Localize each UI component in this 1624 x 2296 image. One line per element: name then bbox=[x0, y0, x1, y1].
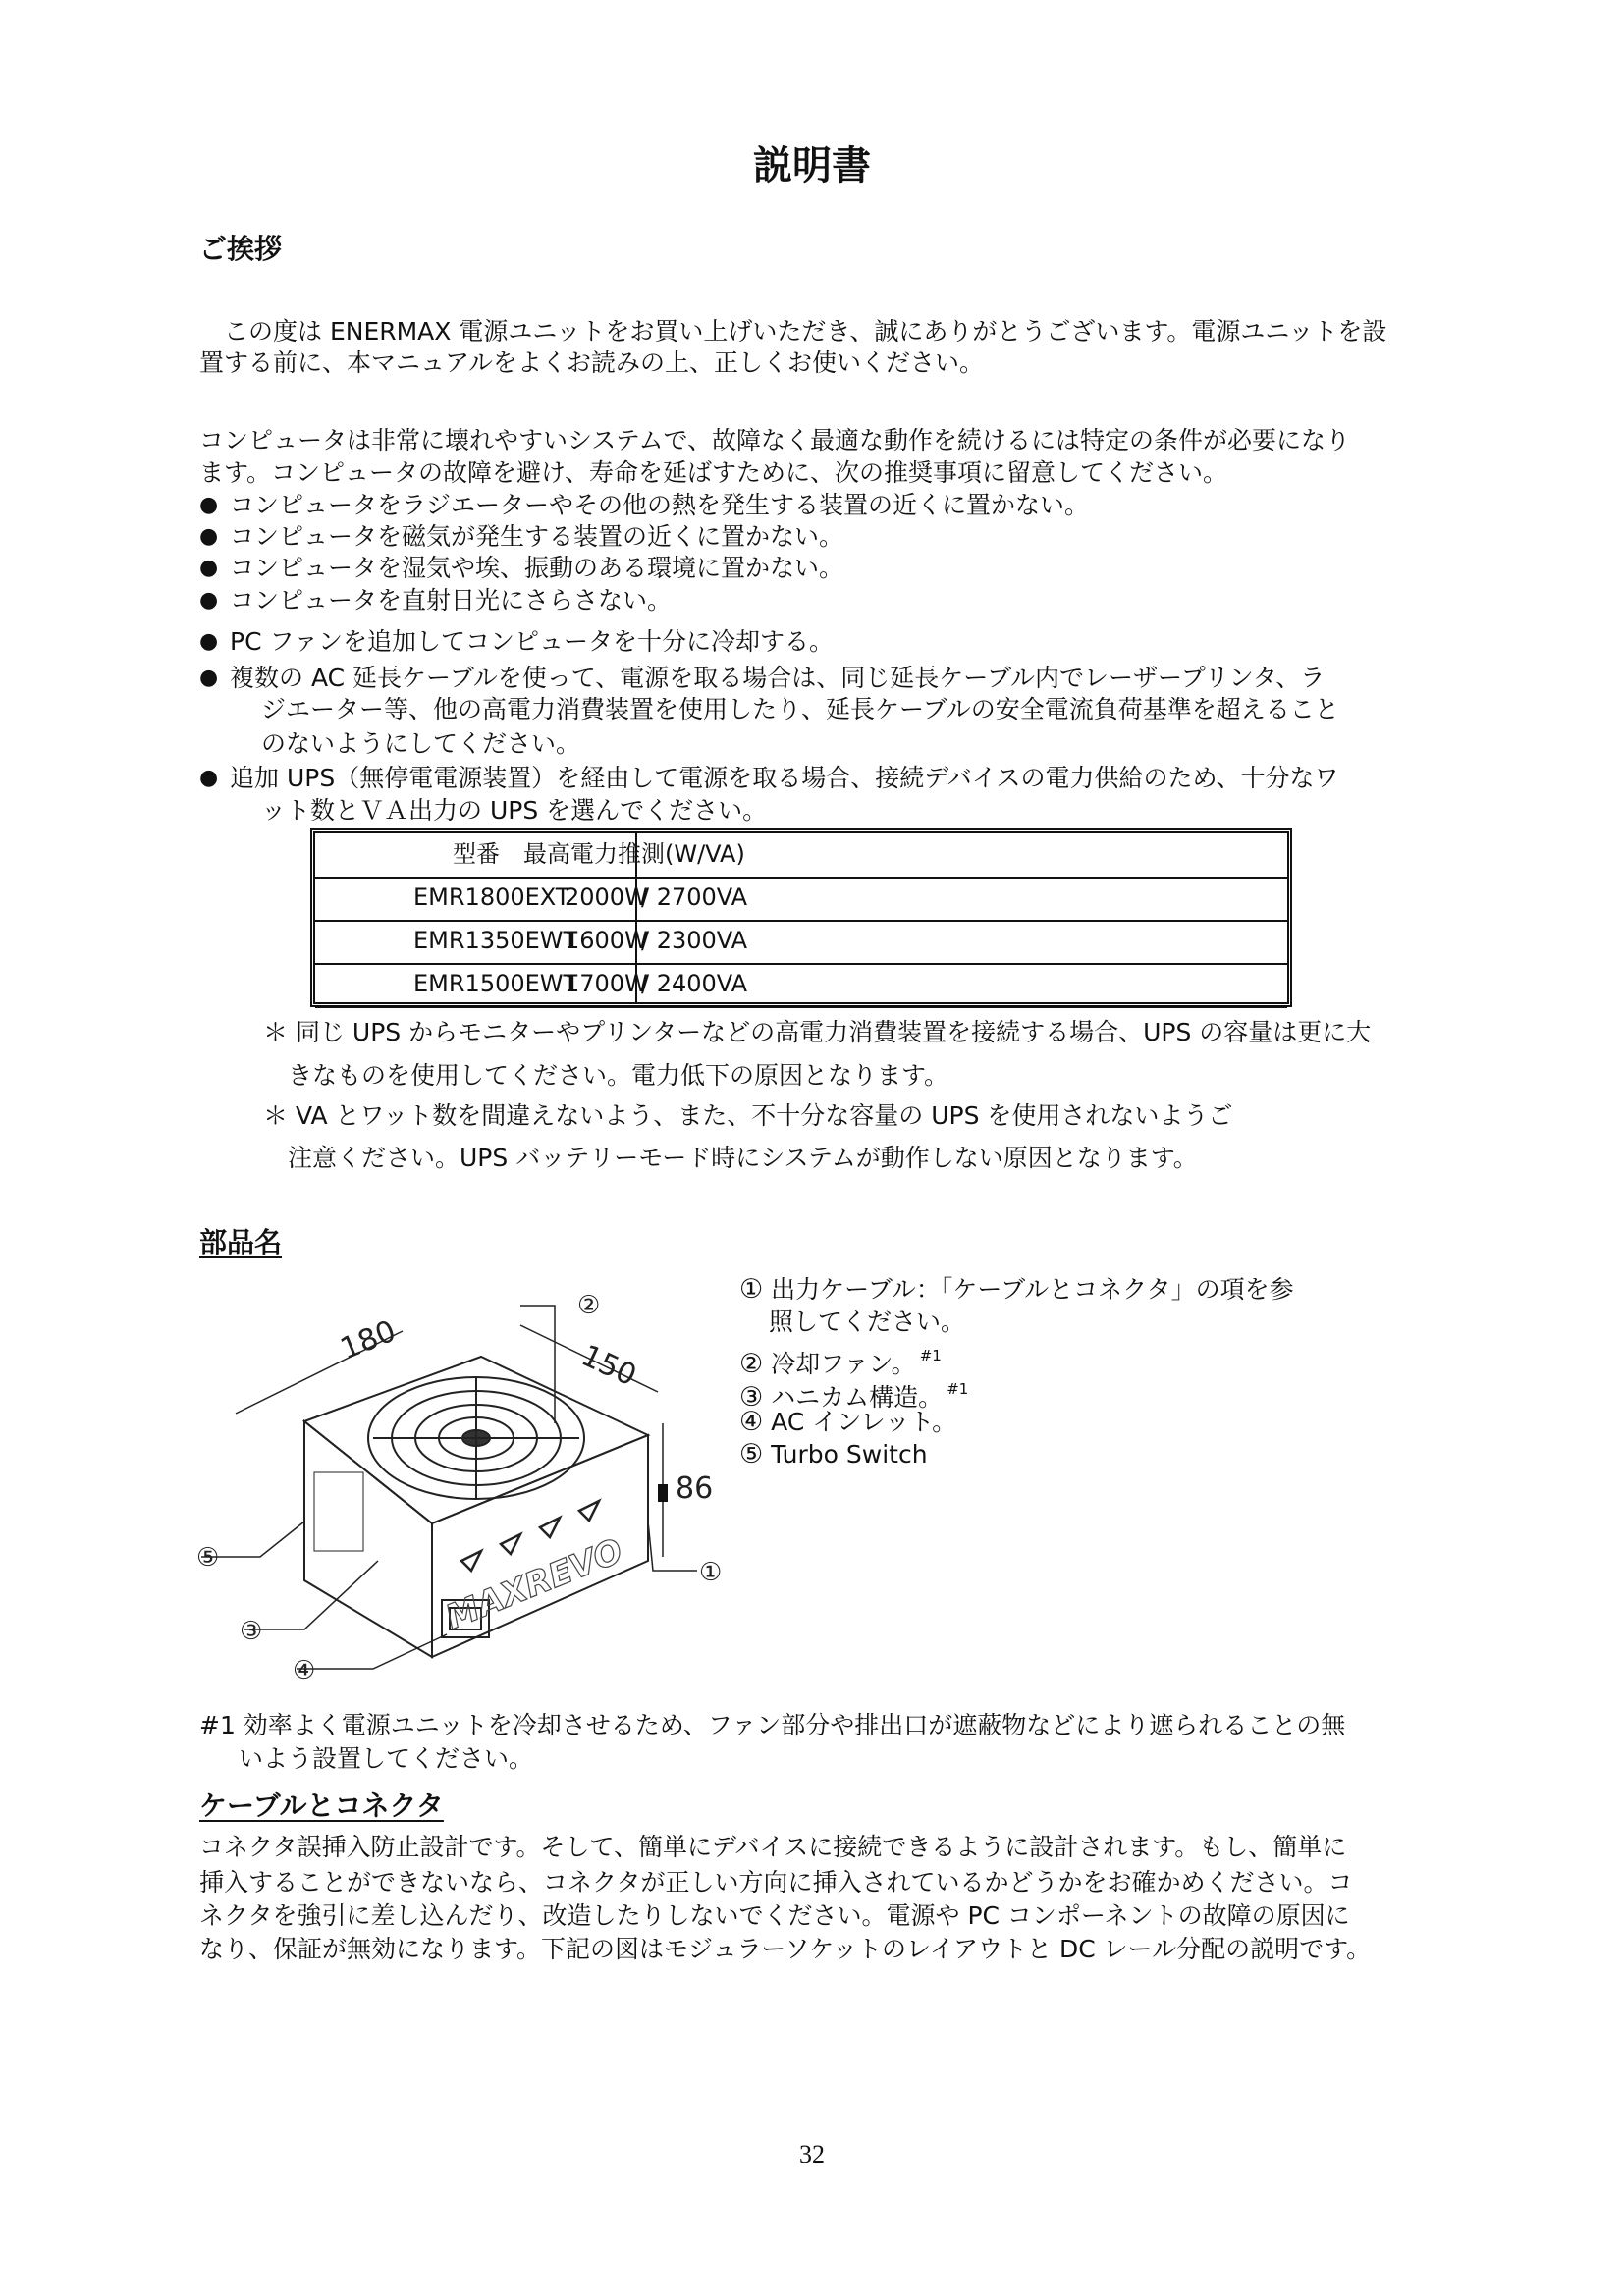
table-row bbox=[315, 920, 1287, 965]
part-number: ② bbox=[739, 1349, 764, 1379]
bullet-7-line2: ット数とＶＡ出力の UPS を選んでください。 bbox=[261, 796, 768, 825]
bullet-icon: ● bbox=[199, 556, 219, 580]
part-item-1 bbox=[739, 1274, 1294, 1305]
table-header: 型番 最高電力推測(W/VA) bbox=[453, 840, 745, 868]
greeting-para2-line1: コンピュータは非常に壊れやすいシステムで、故障なく最適な動作を続けるには特定の条件が必要になり bbox=[199, 426, 1351, 454]
parts-heading: 部品名 bbox=[199, 1226, 283, 1258]
table-cell-va: / 2300VA bbox=[641, 927, 748, 954]
part-text: 冷却ファン。 bbox=[771, 1350, 916, 1378]
cables-para-line4: なり、保証が無効になります。下記の図はモジュラーソケットのレイアウトと DC レール分配の説明です。 bbox=[199, 1935, 1372, 1963]
psu-left-face bbox=[304, 1421, 432, 1657]
psu-diagram bbox=[196, 1266, 746, 1698]
callout-3: ③ bbox=[240, 1617, 263, 1646]
part-number: ① bbox=[739, 1274, 764, 1305]
part-item-4 bbox=[739, 1407, 956, 1437]
table-cell-watts: 1600W bbox=[565, 927, 648, 954]
greeting-para1-line2: 置する前に、本マニュアルをよくお読みの上、正しくお使いください。 bbox=[199, 348, 985, 377]
document-title: 説明書 bbox=[753, 143, 871, 188]
table-cell-model: EMR1350EWT bbox=[413, 927, 578, 954]
part-text: ハニカム構造。 bbox=[771, 1383, 944, 1412]
part-text: Turbo Switch bbox=[771, 1440, 928, 1468]
note-1-line2: きなものを使用してください。電力低下の原因となります。 bbox=[288, 1061, 949, 1090]
callout-2: ② bbox=[577, 1291, 601, 1320]
table-cell-model: EMR1500EWT bbox=[413, 970, 578, 997]
note-2-line2: 注意ください。UPS バッテリーモード時にシステムが動作しない原因となります。 bbox=[288, 1144, 1198, 1172]
table-row bbox=[315, 877, 1287, 922]
bullet-2: コンピュータを磁気が発生する装置の近くに置かない。 bbox=[230, 522, 844, 551]
table-cell-va: / 2400VA bbox=[641, 970, 748, 997]
bullet-icon: ● bbox=[199, 629, 219, 654]
part-item-1-cont: 照してください。 bbox=[769, 1308, 966, 1336]
bullet-icon: ● bbox=[199, 524, 219, 549]
part-text: 出力ケーブル：「ケーブルとコネクタ」の項を参 bbox=[771, 1275, 1294, 1304]
bullet-icon: ● bbox=[199, 666, 219, 690]
footnote-ref: #1 bbox=[919, 1347, 942, 1364]
table-cell-model: EMR1800EXT bbox=[413, 883, 570, 911]
bullet-6-line1: 複数の AC 延長ケーブルを使って、電源を取る場合は、同じ延長ケーブル内でレーザープリンタ、ラ bbox=[230, 664, 1326, 692]
callout-1-line bbox=[648, 1522, 697, 1571]
bullet-3: コンピュータを湿気や埃、振動のある環境に置かない。 bbox=[230, 554, 844, 582]
table-cell-watts: 2000W bbox=[565, 883, 648, 911]
bullet-icon: ● bbox=[199, 766, 219, 790]
greeting-heading: ご挨拶 bbox=[199, 233, 283, 265]
table-row bbox=[315, 963, 1287, 1008]
cables-para-line2: 挿入することができないなら、コネクタが正しい方向に挿入されているかどうかをお確かめください。コ bbox=[199, 1868, 1353, 1896]
callout-3-line bbox=[244, 1561, 378, 1629]
part-number: ⑤ bbox=[739, 1439, 764, 1469]
dim-height-label: 86 bbox=[676, 1471, 714, 1506]
bullet-icon: ● bbox=[199, 493, 219, 517]
callout-1: ① bbox=[699, 1558, 723, 1587]
table-cell-va: / 2700VA bbox=[641, 883, 748, 911]
dim-depth-label: 150 bbox=[575, 1338, 642, 1394]
part-text: AC インレット。 bbox=[771, 1408, 957, 1436]
bullet-icon: ● bbox=[199, 588, 219, 613]
bullet-7-line1: 追加 UPS（無停電電源装置）を経由して電源を取る場合、接続デバイスの電力供給のため、十分なワ bbox=[230, 764, 1339, 792]
bullet-5: PC ファンを追加してコンピュータを十分に冷却する。 bbox=[230, 627, 834, 656]
cables-heading: ケーブルとコネクタ bbox=[199, 1789, 444, 1822]
cables-para-line1: コネクタ誤挿入防止設計です。そして、簡単にデバイスに接続できるように設計されます。もし、簡単に bbox=[199, 1833, 1347, 1861]
table-divider bbox=[635, 833, 637, 1002]
bullet-6-line3: のないようにしてください。 bbox=[261, 729, 581, 758]
callout-5: ⑤ bbox=[196, 1543, 220, 1573]
greeting-para2-line2: ます。コンピュータの故障を避け、寿命を延ばすために、次の推奨事項に留意してください。 bbox=[199, 458, 1228, 487]
honeycomb-vent bbox=[314, 1472, 363, 1551]
greeting-para1-line1: この度は ENERMAX 電源ユニットをお買い上げいただき、誠にありがとうございます。電源ユニットを設 bbox=[224, 317, 1387, 346]
brand-text: MAXREVO bbox=[440, 1530, 628, 1638]
table-cell-watts: 1700W bbox=[565, 970, 648, 997]
page-number: 32 bbox=[799, 2140, 825, 2168]
footnote-ref: #1 bbox=[947, 1380, 969, 1398]
bullet-6-line2: ジエーター等、他の高電力消費装置を使用したり、延長ケーブルの安全電流負荷基準を超えること bbox=[261, 695, 1339, 723]
part-number: ④ bbox=[739, 1407, 764, 1437]
cables-para-line3: ネクタを強引に差し込んだり、改造したりしないでください。電源や PC コンポーネントの故障の原因に bbox=[199, 1901, 1350, 1930]
part-number: ③ bbox=[739, 1382, 764, 1413]
footnote-line1: #1 効率よく電源ユニットを冷却させるため、ファン部分や排出口が遮蔽物などにより遮られることの無 bbox=[199, 1711, 1346, 1739]
bullet-4: コンピュータを直射日光にさらさない。 bbox=[230, 586, 673, 614]
note-2-line1: ＊ VA とワット数を間違えないよう、また、不十分な容量の UPS を使用されないようご bbox=[263, 1101, 1233, 1130]
bullet-1: コンピュータをラジエーターやその他の熱を発生する装置の近くに置かない。 bbox=[230, 491, 1090, 519]
dim-width-label: 180 bbox=[335, 1313, 402, 1367]
callout-4: ④ bbox=[293, 1656, 316, 1685]
part-item-5 bbox=[739, 1439, 928, 1469]
footnote-line2: いよう設置してください。 bbox=[239, 1744, 534, 1773]
note-1-line1: ＊ 同じ UPS からモニターやプリンターなどの高電力消費装置を接続する場合、UPS の容量は更に大 bbox=[263, 1018, 1372, 1046]
table-header-row bbox=[315, 833, 1287, 879]
ups-table bbox=[310, 828, 1292, 1007]
